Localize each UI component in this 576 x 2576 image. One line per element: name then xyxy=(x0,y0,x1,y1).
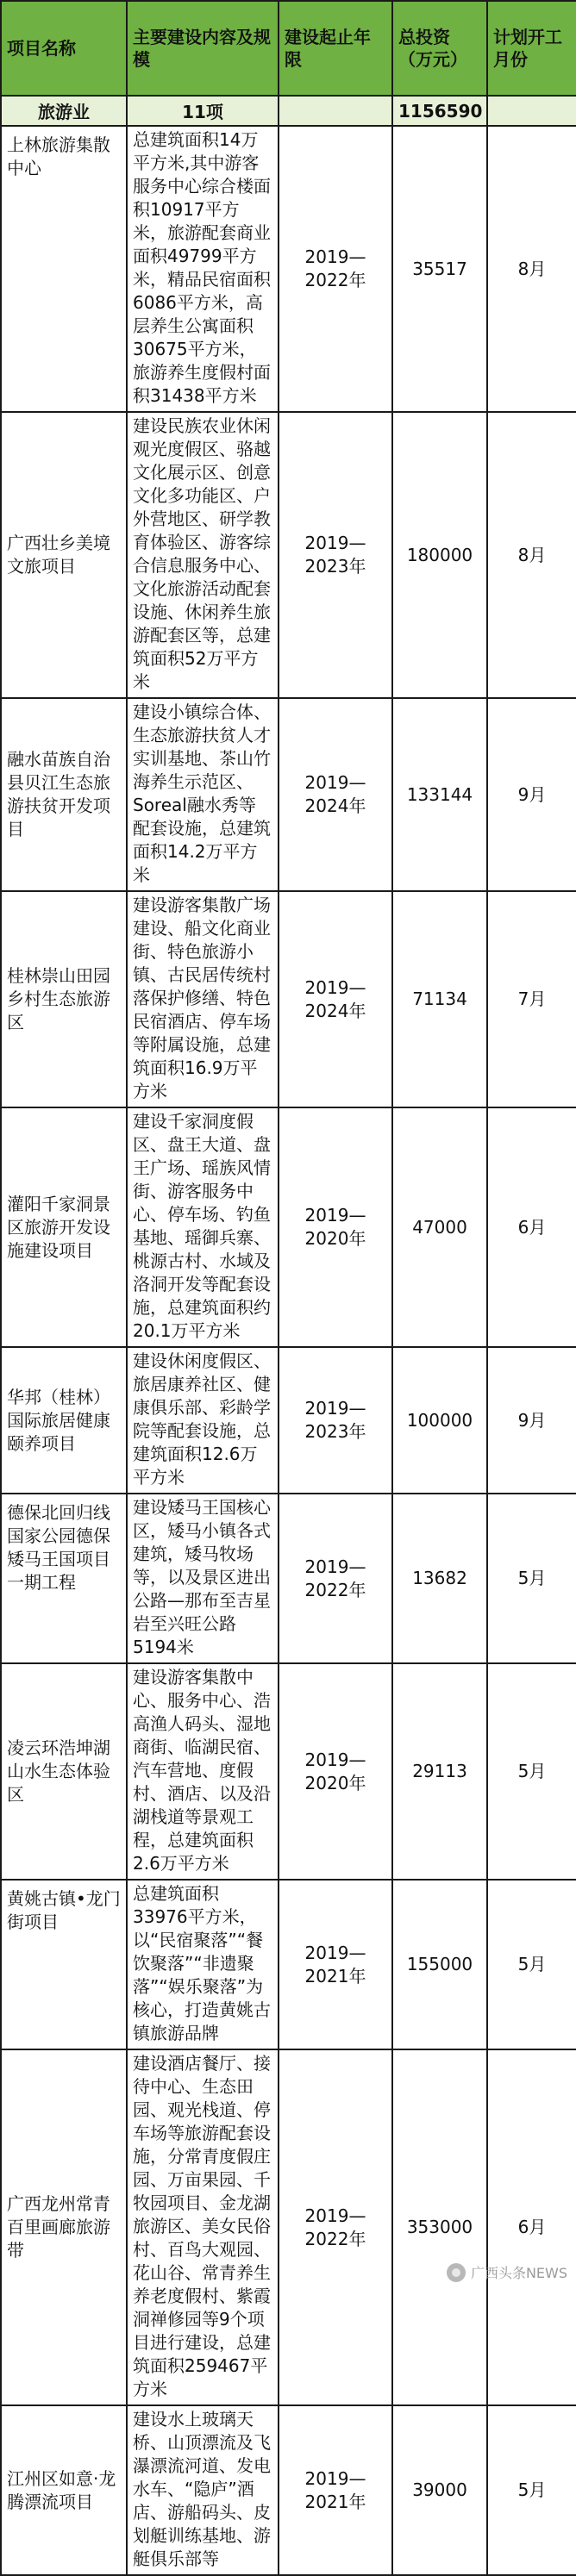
project-start-month: 5月 xyxy=(487,1880,576,2049)
project-start-month: 6月 xyxy=(487,1107,576,1347)
sector-name: 旅游业 xyxy=(1,96,127,126)
sector-row xyxy=(1,96,576,126)
project-name: 融水苗族自治县贝江生态旅游扶贫开发项目 xyxy=(1,698,127,891)
project-investment: 71134 xyxy=(392,891,487,1107)
table-row xyxy=(1,2405,576,2575)
project-start-month: 8月 xyxy=(487,126,576,412)
project-start-month: 7月 xyxy=(487,891,576,1107)
project-period: 2019—2023年 xyxy=(279,1347,392,1494)
project-start-month: 9月 xyxy=(487,698,576,891)
project-period: 2019—2024年 xyxy=(279,891,392,1107)
table-row xyxy=(1,1494,576,1663)
wechat-icon xyxy=(447,2263,466,2282)
project-name: 广西龙州常青百里画廊旅游带 xyxy=(1,2049,127,2405)
header-content: 主要建设内容及规模 xyxy=(127,1,279,96)
project-name: 桂林崇山田园乡村生态旅游区 xyxy=(1,891,127,1107)
project-content: 总建筑面积14万平方米,其中游客服务中心综合楼面积10917平方米，旅游配套商业面积49799平方米，精品民宿面积6086平方米，高层养生公寓面积30675平方米，旅游养生度假村面积31438平方米 xyxy=(127,126,279,412)
project-name: 凌云环浩坤湖山水生态体验区 xyxy=(1,1663,127,1880)
project-period: 2019—2023年 xyxy=(279,412,392,698)
project-start-month: 5月 xyxy=(487,2405,576,2575)
project-content: 建设小镇综合体、生态旅游扶贫人才实训基地、茶山竹海养生示范区、Soreal融水秀等配套设施，总建筑面积14.2万平方米 xyxy=(127,698,279,891)
project-investment: 133144 xyxy=(392,698,487,891)
project-content: 建设矮马王国核心区，矮马小镇各式建筑，矮马牧场等，以及景区进出公路—那布至吉星岩至兴旺公路 5194米 xyxy=(127,1494,279,1663)
project-investment: 13682 xyxy=(392,1494,487,1663)
table-row xyxy=(1,1880,576,2049)
project-name: 上林旅游集散中心 xyxy=(1,126,127,412)
project-investment: 353000 xyxy=(392,2049,487,2405)
project-investment: 35517 xyxy=(392,126,487,412)
project-content: 建设民族农业休闲观光度假区、骆越文化展示区、创意文化多功能区、户外营地区、研学教育体验区、游客综合信息服务中心、文化旅游活动配套设施、休闲养生旅游配套区等，总建筑面积52万平方米 xyxy=(127,412,279,698)
project-period: 2019—2021年 xyxy=(279,2405,392,2575)
project-period: 2019—2020年 xyxy=(279,1663,392,1880)
sector-total: 1156590 xyxy=(392,96,487,126)
project-content: 建设酒店餐厅、接待中心、生态田园、观光栈道、停车场等旅游配套设施，分常青度假庄园、万亩果园、千牧园项目、金龙湖旅游区、美女民俗村、百鸟大观园、花山谷、常青养生养老度假村、紫霞洞禅修园等9个项目进行建设，总建筑面积259467平方米 xyxy=(127,2049,279,2405)
table-row xyxy=(1,1663,576,1880)
table-row xyxy=(1,1107,576,1347)
project-name: 灌阳千家洞景区旅游开发设施建设项目 xyxy=(1,1107,127,1347)
project-period: 2019—2022年 xyxy=(279,1494,392,1663)
table-row xyxy=(1,1347,576,1494)
project-name: 黄姚古镇•龙门街项目 xyxy=(1,1880,127,2049)
project-period: 2019—2020年 xyxy=(279,1107,392,1347)
project-start-month: 8月 xyxy=(487,412,576,698)
sector-month-empty xyxy=(487,96,576,126)
source-watermark xyxy=(447,2262,567,2282)
project-start-month: 9月 xyxy=(487,1347,576,1494)
header-period: 建设起止年限 xyxy=(279,1,392,96)
table-row xyxy=(1,698,576,891)
header-invest: 总投资（万元） xyxy=(392,1,487,96)
project-investment: 39000 xyxy=(392,2405,487,2575)
project-investment: 47000 xyxy=(392,1107,487,1347)
project-content: 建设休闲度假区、旅居康养社区、健康俱乐部、彩龄学院等配套设施，总建筑面积12.6万平方米 xyxy=(127,1347,279,1494)
project-content: 建设游客集散中心、服务中心、浩高渔人码头、湿地商街、临湖民宿、汽车营地、度假村、酒店、以及沿湖栈道等景观工程，总建筑面积2.6万平方米 xyxy=(127,1663,279,1880)
project-start-month: 5月 xyxy=(487,1663,576,1880)
header-name: 项目名称 xyxy=(1,1,127,96)
sector-count: 11项 xyxy=(127,96,279,126)
project-name: 德保北回归线国家公园德保矮马王国项目一期工程 xyxy=(1,1494,127,1663)
table-row xyxy=(1,412,576,698)
table-row xyxy=(1,126,576,412)
table-row xyxy=(1,891,576,1107)
project-name: 华邦（桂林）国际旅居健康颐养项目 xyxy=(1,1347,127,1494)
project-investment: 100000 xyxy=(392,1347,487,1494)
sector-period-empty xyxy=(279,96,392,126)
table-row xyxy=(1,2049,576,2405)
project-start-month: 5月 xyxy=(487,1494,576,1663)
project-period: 2019—2022年 xyxy=(279,126,392,412)
header-row xyxy=(1,1,576,96)
project-content: 建设游客集散广场建设、船文化商业街、特色旅游小镇、古民居传统村落保护修缮、特色民宿酒店、停车场等附属设施，总建筑面积16.9万平方米 xyxy=(127,891,279,1107)
project-content: 建设千家洞度假区、盘王大道、盘王广场、瑶族风情街、游客服务中心、停车场、钓鱼基地、瑶御兵寨、桃源古村、水域及洛洞开发等配套设施，总建筑面积约20.1万平方米 xyxy=(127,1107,279,1347)
project-name: 广西壮乡美境文旅项目 xyxy=(1,412,127,698)
watermark-text: 广西头条NEWS xyxy=(471,2262,567,2282)
project-content: 建设水上玻璃天桥、山顶漂流及飞瀑漂流河道、发电水车、“隐庐”酒店、游船码头、皮划艇训练基地、游艇俱乐部等 xyxy=(127,2405,279,2575)
project-period: 2019—2024年 xyxy=(279,698,392,891)
header-month: 计划开工月份 xyxy=(487,1,576,96)
project-period: 2019—2021年 xyxy=(279,1880,392,2049)
project-investment: 29113 xyxy=(392,1663,487,1880)
project-content: 总建筑面积33976平方米，以“民宿聚落”“餐饮聚落”“非遗聚落”“娱乐聚落”为核心，打造黄姚古镇旅游品牌 xyxy=(127,1880,279,2049)
project-name: 江州区如意·龙腾漂流项目 xyxy=(1,2405,127,2575)
project-investment: 155000 xyxy=(392,1880,487,2049)
project-start-month: 6月 xyxy=(487,2049,576,2405)
project-investment: 180000 xyxy=(392,412,487,698)
project-period: 2019—2022年 xyxy=(279,2049,392,2405)
